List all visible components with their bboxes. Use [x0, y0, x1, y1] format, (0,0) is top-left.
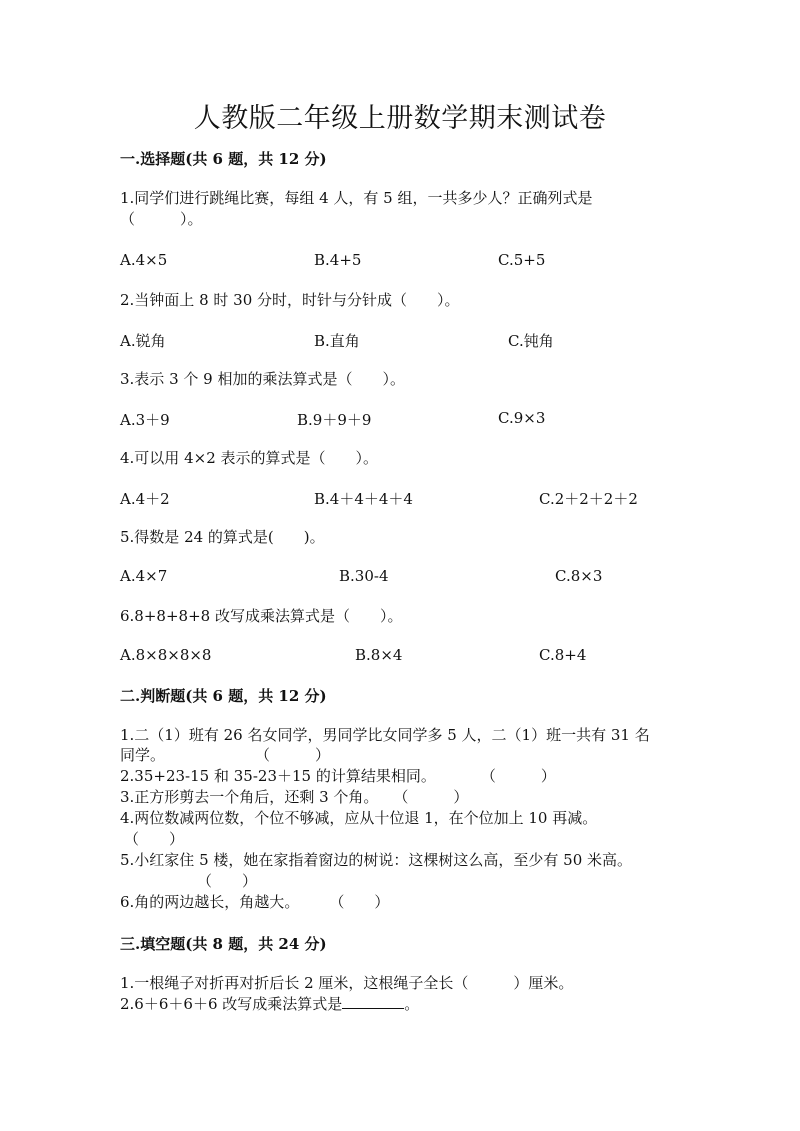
statement-text: 5.小红家住 5 楼，她在家指着窗边的树说：这棵树这么高，至少有 50 米高。 — [120, 851, 633, 869]
question-text: （ ）。 — [120, 210, 203, 228]
answer-bracket: （ ） — [197, 872, 258, 890]
question-text-part: 2.6＋6＋6＋6 改写成乘法算式是 — [120, 995, 343, 1013]
statement-text: 同学。 （ ） — [120, 746, 331, 764]
section-heading-choice: 一.选择题(共 6 题，共 12 分) — [120, 150, 327, 168]
answer-bracket: （ ） — [124, 830, 185, 848]
answer-blank — [342, 994, 404, 1009]
question-text: 2.当钟面上 8 时 30 分时，时针与分针成（ ）。 — [120, 291, 460, 309]
section-heading-fill: 三.填空题(共 8 题，共 24 分) — [120, 935, 327, 953]
question-text: 4.可以用 4×2 表示的算式是（ ）。 — [120, 449, 379, 467]
statement-text: 3.正方形剪去一个角后，还剩 3 个角。 （ ） — [120, 788, 469, 806]
section-heading-judgement: 二.判断题(共 6 题，共 12 分) — [120, 687, 327, 705]
option-b: B.直角 — [314, 332, 360, 350]
statement-text: 2.35+23-15 和 35-23＋15 的计算结果相同。 （ ） — [120, 767, 556, 785]
option-a: A.4×7 — [120, 567, 168, 585]
option-c: C.2＋2＋2＋2 — [539, 490, 638, 508]
option-c: C.5+5 — [498, 251, 546, 269]
option-b: B.4+5 — [314, 251, 362, 269]
option-c: C.钝角 — [508, 332, 554, 350]
question-text: 1.一根绳子对折再对折后长 2 厘米，这根绳子全长（ ）厘米。 — [120, 974, 574, 992]
option-a: A.3＋9 — [120, 411, 170, 429]
question-text: 6.8+8+8+8 改写成乘法算式是（ ）。 — [120, 607, 403, 625]
option-a: A.8×8×8×8 — [120, 646, 212, 664]
statement-text: 6.角的两边越长，角越大。 （ ） — [120, 893, 390, 911]
page-title: 人教版二年级上册数学期末测试卷 — [193, 103, 607, 134]
question-text — [120, 994, 419, 1014]
statement-text: 4.两位数减两位数，个位不够减，应从十位退 1，在个位加上 10 再减。 — [120, 809, 598, 827]
question-text: 5.得数是 24 的算式是( )。 — [120, 528, 325, 546]
statement-text: 1.二（1）班有 26 名女同学，男同学比女同学多 5 人，二（1）班一共有 31 名 — [120, 726, 650, 744]
option-c: C.9×3 — [498, 409, 546, 427]
option-a: A.锐角 — [120, 332, 166, 350]
option-c: C.8+4 — [539, 646, 587, 664]
question-text-end: 。 — [404, 995, 420, 1013]
question-text: 1.同学们进行跳绳比赛，每组 4 人，有 5 组，一共多少人？正确列式是 — [120, 189, 593, 207]
option-b: B.8×4 — [355, 646, 403, 664]
option-c: C.8×3 — [555, 567, 603, 585]
question-text: 3.表示 3 个 9 相加的乘法算式是（ ）。 — [120, 370, 405, 388]
option-b: B.30-4 — [339, 567, 389, 585]
option-a: A.4＋2 — [120, 490, 170, 508]
option-b: B.9＋9＋9 — [297, 411, 372, 429]
option-a: A.4×5 — [120, 251, 168, 269]
option-b: B.4＋4＋4＋4 — [314, 490, 413, 508]
